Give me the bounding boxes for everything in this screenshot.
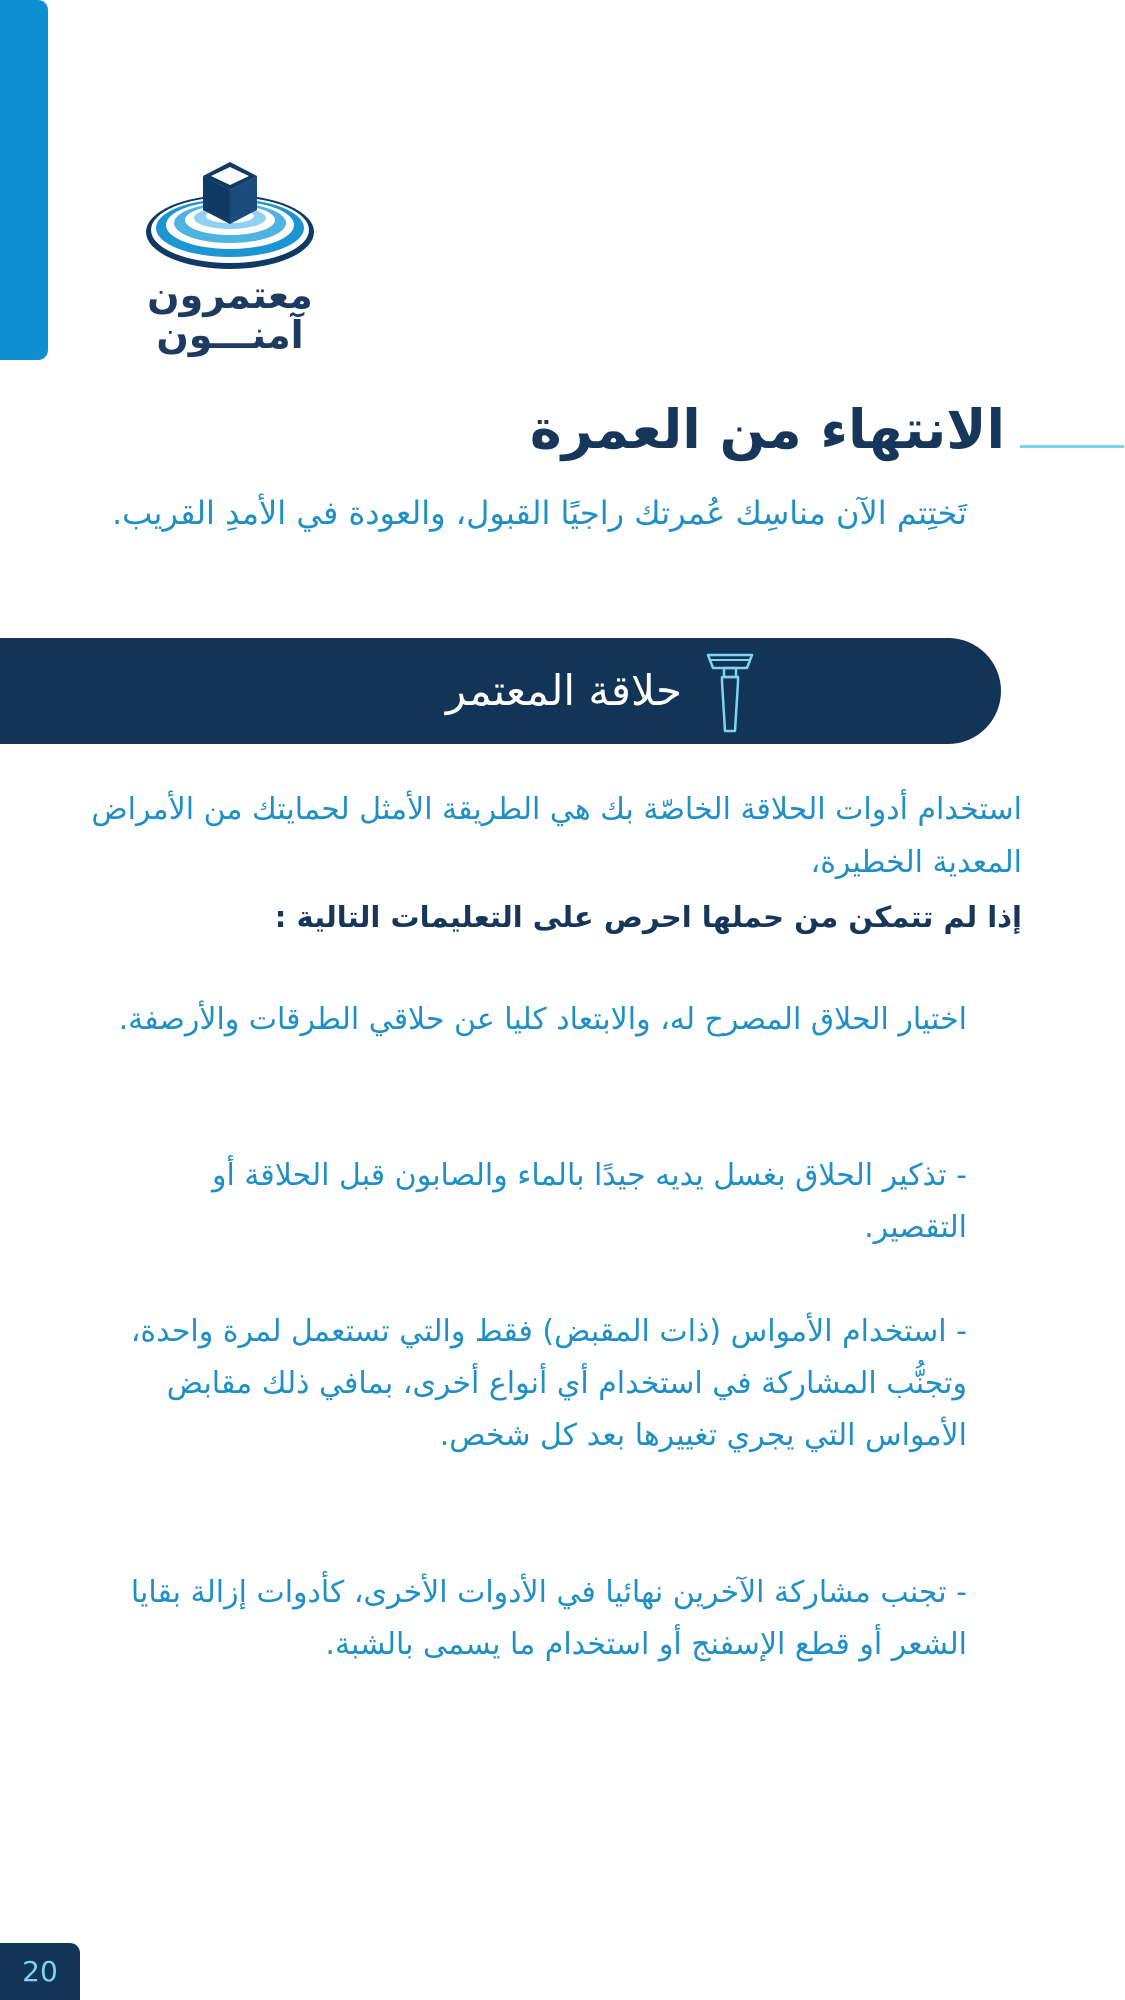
- logo-text-line1: معتمرون: [147, 273, 313, 317]
- instruction-item: - تجنب مشاركة الآخرين نهائيا في الأدوات الأخرى، كأدوات إزالة بقايا الشعر أو قطع الإسفنج أو استخدام ما يسمى بالشبة.: [130, 1575, 967, 1662]
- instruction-item: اختيار الحلاق المصرح له، والابتعاد كليا عن حلاقي الطرقات والأرصفة.: [118, 1002, 967, 1037]
- section-paragraph: استخدام أدوات الحلاقة الخاصّة بك هي الطريقة الأمثل لحمايتك من الأمراض المعدية الخطيرة،: [91, 792, 1022, 880]
- logo-text-line2: آمنـــون: [156, 313, 304, 357]
- instructions-heading: إذا لم تتمكن من حملها احرص على التعليمات التالية :: [274, 900, 1022, 934]
- razor-icon: [705, 651, 755, 735]
- logo-text: [125, 275, 335, 355]
- instruction-item: - تذكير الحلاق بغسل يديه جيدًا بالماء والصابون قبل الحلاقة أو التقصير.: [211, 1158, 967, 1245]
- logo: [125, 150, 335, 365]
- side-accent-bar: [0, 0, 48, 360]
- intro-text: تَختِتم الآن مناسِك عُمرتك راجيًا القبول، والعودة في الأمدِ القريب.: [111, 494, 967, 532]
- section-title: حلاقة المعتمر: [445, 666, 682, 715]
- title-accent-line: [1020, 445, 1124, 448]
- page-number: 20: [0, 1943, 80, 2000]
- section-banner: [0, 638, 1001, 744]
- page-title: الانتهاء من العمرة: [529, 398, 1005, 461]
- instruction-item: - استخدام الأمواس (ذات المقبض) فقط والتي تستعمل لمرة واحدة، وتجنُّب المشاركة في استخدام أي أنواع أخرى، بمافي ذلك مقابض الأمواس التي يجري تغييرها بعد كل شخص.: [130, 1314, 967, 1453]
- kaaba-logo-icon: [125, 150, 335, 280]
